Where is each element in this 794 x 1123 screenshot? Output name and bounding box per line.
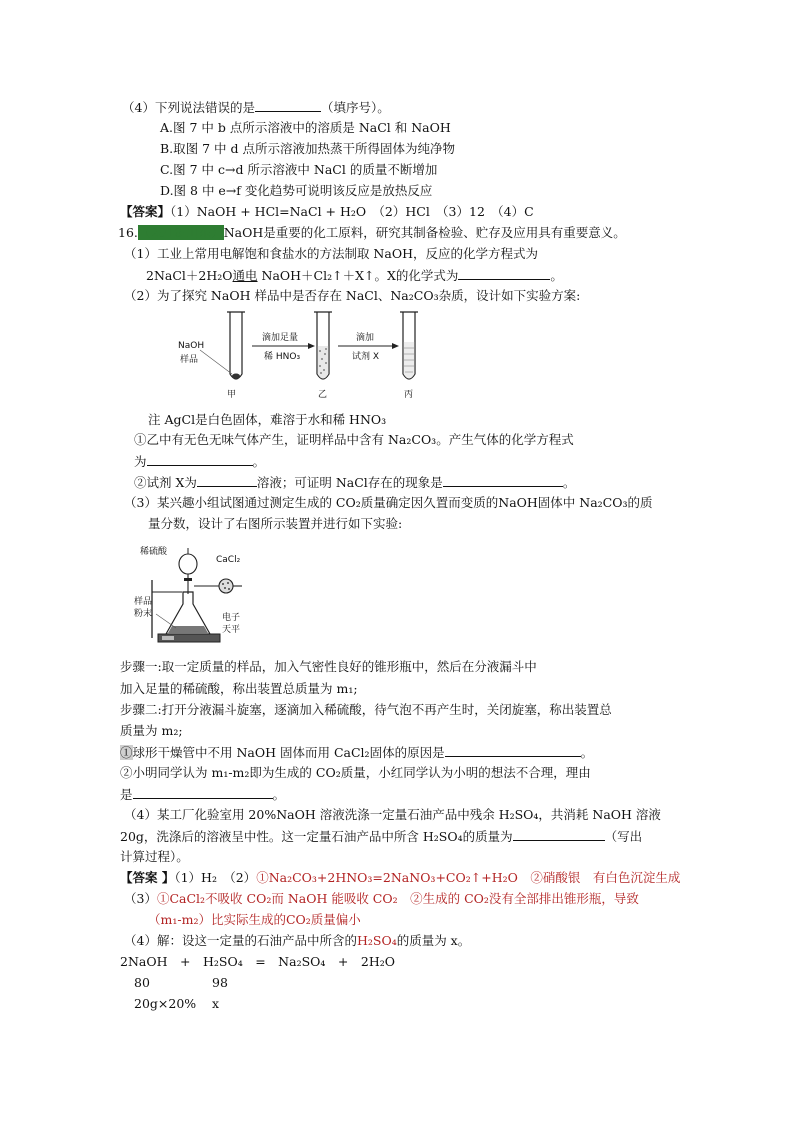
svg-text:滴加: 滴加: [356, 333, 375, 343]
svg-text:稀 HNO₃: 稀 HNO₃: [264, 352, 301, 362]
svg-text:粉末: 粉末: [134, 609, 153, 619]
step2-a: 步骤二:打开分液漏斗旋塞，逐滴加入稀硫酸，待气泡不再产生时，关闭旋塞，称出装置总: [120, 702, 612, 717]
tube-1-label: 甲: [227, 390, 237, 400]
answer-16: 【答案 】（1）H₂ （2）①Na₂CO₃+2HNO₃=2NaNO₃+CO₂↑+H₂O ②硝酸银 有白色沉淀生成: [120, 870, 681, 885]
answer-blank[interactable]: [255, 98, 321, 112]
reaction-equation: 2NaOH + H₂SO₄ = Na₂SO₄ + 2H₂O: [120, 954, 395, 969]
funnel-icon: [179, 554, 197, 574]
step1-b: 加入足量的稀硫酸，称出装置总质量为 m₁;: [120, 681, 358, 696]
acid-label: 稀硫酸: [140, 547, 168, 557]
molar-mass-h2so4: 98: [212, 975, 228, 990]
q16-part2: （2）为了探究 NaOH 样品中是否存在 NaCl、Na₂CO₃杂质，设计如下实验方案:: [124, 288, 581, 303]
drying-tube-icon: [219, 579, 233, 593]
sample-label: NaOH: [178, 341, 205, 351]
q16-sub4: ②小明同学认为 m₁-m₂即为生成的 CO₂质量，小红同学认为小明的想法不合理，理由: [120, 765, 591, 780]
q16-sub3: ①球形干燥管中不用 NaOH 固体而用 CaCl₂固体的原因是 。: [120, 745, 594, 760]
q16-part4-b: 20g，洗涤后的溶液呈中性。这一定量石油产品中所含 H₂SO₄的质量为 （写出: [120, 829, 643, 844]
answer-16-part4: （4）解：设这一定量的石油产品中所含的H₂SO₄的质量为 x。: [124, 933, 471, 948]
answer-blank[interactable]: [147, 452, 253, 466]
tube-2-label: 乙: [318, 390, 328, 400]
cacl2-label: CaCl₂: [216, 555, 241, 565]
answer-16-part3: （3）①CaCl₂不吸收 CO₂而 NaOH 能吸收 CO₂ ②生成的 CO₂没有全部排出锥形瓶，导致: [124, 891, 639, 906]
answer-blank[interactable]: [513, 827, 605, 841]
powder-label: 样品: [134, 597, 153, 607]
molar-mass-naoh: 80: [134, 975, 150, 990]
svg-text:天平: 天平: [222, 625, 241, 635]
q16-sub1: ①乙中有无色无味气体产生，证明样品中含有 Na₂CO₃。产生气体的化学方程式: [134, 432, 574, 447]
svg-text:试剂 X: 试剂 X: [352, 352, 380, 362]
q16-part4-c: 计算过程）。: [120, 849, 189, 864]
q16-sub1-answer: 为 。: [134, 454, 266, 469]
tube-3-label: 丙: [404, 390, 414, 400]
q16-sub4-answer: 是 。: [120, 787, 286, 802]
question-16-intro: 16.（2018·山东）NaOH是重要的化工原料，研究其制备检验、贮存及应用具有重要意义。: [118, 225, 626, 240]
test-tube-1-icon: [230, 312, 242, 379]
q16-part1: （1）工业上常用电解饱和食盐水的方法制取 NaOH，反应的化学方程式为: [124, 246, 538, 261]
arrow-icon: [392, 343, 399, 349]
answer-blank[interactable]: [458, 266, 550, 280]
q16-part3-a: （3）某兴趣小组试图通过测定生成的 CO₂质量确定因久置而变质的NaOH固体中 Na₂CO₃的质: [124, 495, 653, 510]
q16-equation1: 2NaCl＋2H₂O通电 NaOH＋Cl₂↑＋X↑。X的化学式为 。: [146, 268, 563, 283]
value-naoh: 20g×20%: [134, 996, 197, 1011]
apparatus-figure: [130, 540, 260, 651]
q16-part4-a: （4）某工厂化验室用 20%NaOH 溶液洗涤一定量石油产品中残余 H₂SO₄，共消耗 NaOH 溶液: [124, 807, 661, 822]
arrow-icon: [308, 343, 315, 349]
answer-blank[interactable]: [443, 473, 563, 487]
answer-blank[interactable]: [445, 743, 581, 757]
test-tube-figure: [170, 306, 440, 405]
option-b: B.取图 7 中 d 点所示溶液加热蒸干所得固体为纯净物: [160, 141, 456, 156]
option-c: C.图 7 中 c→d 所示溶液中 NaCl 的质量不断增加: [160, 162, 438, 177]
option-a: A.图 7 中 b 点所示溶液中的溶质是 NaCl 和 NaOH: [160, 120, 451, 135]
answer-blank[interactable]: [133, 785, 273, 799]
q4-stem: （4）下列说法错误的是 （填序号）。: [122, 100, 390, 115]
svg-text:样品: 样品: [180, 355, 199, 365]
balance-label: 电子: [222, 613, 241, 623]
answer-blank[interactable]: [197, 473, 257, 487]
option-d: D.图 8 中 e→f 变化趋势可说明该反应是放热反应: [160, 183, 433, 198]
step2-b: 质量为 m₂;: [120, 723, 183, 738]
answer-15: 【答案】（1）NaOH + HCl=NaCl + H₂O （2）HCl （3）12 （4）C: [120, 204, 534, 219]
q16-part3-b: 量分数，设计了右图所示装置并进行如下实验:: [148, 516, 403, 531]
step1-a: 步骤一:取一定质量的样品，加入气密性良好的锥形瓶中，然后在分液漏斗中: [120, 659, 537, 674]
svg-text:滴加足量: 滴加足量: [262, 333, 299, 343]
source-highlight: （2018·山东）: [137, 225, 224, 240]
value-x: x: [212, 996, 220, 1011]
q16-sub2: ②试剂 X为 溶液；可证明 NaCl存在的现象是 。: [134, 475, 576, 490]
answer-16-part3-cont: （m₁-m₂）比实际生成的CO₂质量偏小: [148, 912, 361, 927]
note-agcl: 注 AgCl是白色固体，难溶于水和稀 HNO₃: [148, 412, 387, 427]
